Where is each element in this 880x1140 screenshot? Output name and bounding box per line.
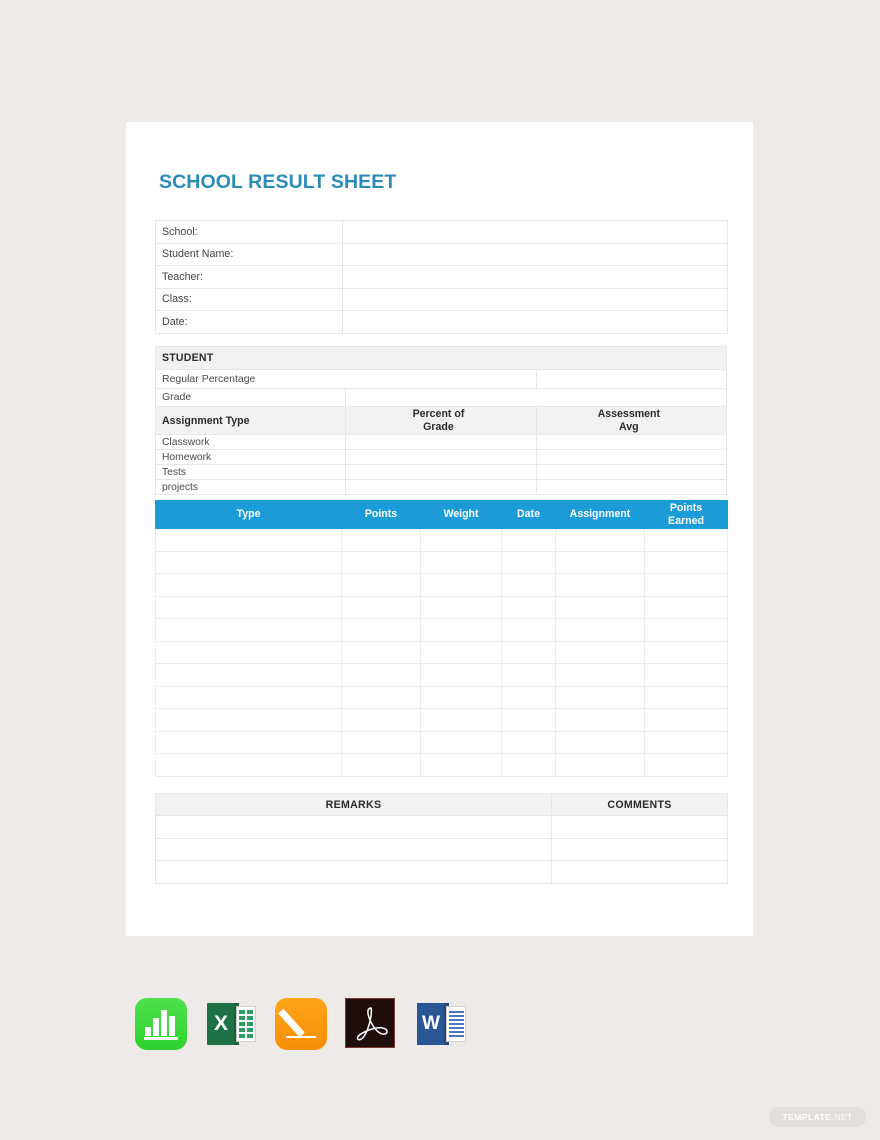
grid-cell-points-earned[interactable] <box>645 686 728 709</box>
grid-cell-weight[interactable] <box>421 754 502 777</box>
grid-cell-points-earned[interactable] <box>645 709 728 732</box>
table-row <box>156 221 728 244</box>
assignment-type-header-row <box>156 407 727 435</box>
grid-cell-type[interactable] <box>156 686 342 709</box>
student-info-table <box>155 220 728 334</box>
grid-cell-type[interactable] <box>156 664 342 687</box>
grid-cell-weight[interactable] <box>421 641 502 664</box>
table-row <box>156 596 728 619</box>
grid-cell-points[interactable] <box>342 596 421 619</box>
grid-cell-type[interactable] <box>156 574 342 597</box>
table-row <box>156 243 728 266</box>
page-title: SCHOOL RESULT SHEET <box>159 171 397 193</box>
column-header-percent-of-grade <box>346 407 536 435</box>
info-label-teacher: Teacher: <box>156 266 343 289</box>
grid-header-row <box>156 501 728 529</box>
column-header-type: Type <box>156 501 342 529</box>
adobe-pdf-icon[interactable] <box>345 998 400 1053</box>
remarks-cell-comments[interactable] <box>552 816 728 839</box>
grid-cell-weight[interactable] <box>421 551 502 574</box>
grid-cell-points-earned[interactable] <box>645 596 728 619</box>
grid-cell-date[interactable] <box>502 529 556 552</box>
column-header-points: Points <box>342 501 421 529</box>
grid-cell-assignment[interactable] <box>556 731 645 754</box>
table-row <box>156 450 727 465</box>
student-section-table <box>155 346 727 495</box>
table-row <box>156 465 727 480</box>
percent-of-grade-homework[interactable] <box>346 450 536 465</box>
table-row <box>156 288 728 311</box>
assessment-avg-projects[interactable] <box>536 480 726 495</box>
remarks-cell-remarks[interactable] <box>156 816 552 839</box>
watermark-secondary-text: .NET <box>831 1112 853 1122</box>
grid-cell-type[interactable] <box>156 596 342 619</box>
grid-cell-weight[interactable] <box>421 709 502 732</box>
column-header-remarks: REMARKS <box>156 794 552 816</box>
grid-cell-points[interactable] <box>342 754 421 777</box>
table-row <box>156 370 727 389</box>
assessment-avg-homework[interactable] <box>536 450 726 465</box>
info-value-teacher[interactable] <box>343 266 728 289</box>
assessment-avg-classwork[interactable] <box>536 435 726 450</box>
student-section-heading-row <box>156 347 727 370</box>
info-label-date: Date: <box>156 311 343 334</box>
grid-cell-assignment[interactable] <box>556 574 645 597</box>
table-row <box>156 838 728 861</box>
grid-cell-date[interactable] <box>502 664 556 687</box>
student-heading: STUDENT <box>156 347 727 370</box>
points-earned-line1: Points <box>669 502 703 515</box>
info-value-class[interactable] <box>343 288 728 311</box>
field-value-regular-percentage[interactable] <box>536 370 726 389</box>
column-header-comments: COMMENTS <box>552 794 728 816</box>
info-value-student-name[interactable] <box>343 243 728 266</box>
table-row <box>156 480 727 495</box>
column-header-weight: Weight <box>421 501 502 529</box>
table-row <box>156 574 728 597</box>
grid-cell-assignment[interactable] <box>556 619 645 642</box>
grid-cell-date[interactable] <box>502 596 556 619</box>
assignment-type-homework: Homework <box>156 450 346 465</box>
assessment-avg-line2: Avg <box>619 420 639 433</box>
info-label-class: Class: <box>156 288 343 311</box>
column-header-assignment: Assignment <box>556 501 645 529</box>
remarks-cell-comments[interactable] <box>552 861 728 884</box>
grid-cell-points-earned[interactable] <box>645 641 728 664</box>
info-value-school[interactable] <box>343 221 728 244</box>
percent-of-grade-line1: Percent of <box>412 408 465 421</box>
table-row <box>156 529 728 552</box>
table-row <box>156 266 728 289</box>
table-row <box>156 619 728 642</box>
grid-cell-points-earned[interactable] <box>645 619 728 642</box>
grid-cell-weight[interactable] <box>421 731 502 754</box>
grid-cell-type[interactable] <box>156 619 342 642</box>
info-value-date[interactable] <box>343 311 728 334</box>
grid-cell-date[interactable] <box>502 641 556 664</box>
grid-cell-type[interactable] <box>156 529 342 552</box>
remarks-cell-remarks[interactable] <box>156 838 552 861</box>
column-header-assessment-avg <box>536 407 726 435</box>
watermark-badge <box>769 1107 866 1127</box>
column-header-points-earned <box>645 501 728 529</box>
grid-cell-assignment[interactable] <box>556 686 645 709</box>
grid-cell-points[interactable] <box>342 686 421 709</box>
grid-cell-assignment[interactable] <box>556 641 645 664</box>
percent-of-grade-classwork[interactable] <box>346 435 536 450</box>
watermark-primary-text: TEMPLATE <box>782 1112 832 1122</box>
table-row <box>156 754 728 777</box>
grid-cell-type[interactable] <box>156 731 342 754</box>
grid-cell-weight[interactable] <box>421 664 502 687</box>
microsoft-excel-icon[interactable]: X <box>205 998 260 1053</box>
grid-cell-points[interactable] <box>342 551 421 574</box>
grid-cell-assignment[interactable] <box>556 709 645 732</box>
grid-cell-type[interactable] <box>156 709 342 732</box>
remarks-table <box>155 793 728 884</box>
field-label-grade: Grade <box>156 388 346 407</box>
grid-cell-points-earned[interactable] <box>645 574 728 597</box>
file-format-icons <box>135 998 470 1053</box>
info-label-student-name: Student Name: <box>156 243 343 266</box>
grid-cell-date[interactable] <box>502 574 556 597</box>
grid-cell-date[interactable] <box>502 619 556 642</box>
grid-cell-weight[interactable] <box>421 596 502 619</box>
microsoft-word-icon[interactable]: W <box>415 998 470 1053</box>
grid-cell-points-earned[interactable] <box>645 529 728 552</box>
grid-cell-type[interactable] <box>156 641 342 664</box>
grid-cell-points-earned[interactable] <box>645 551 728 574</box>
grid-cell-type[interactable] <box>156 551 342 574</box>
grid-cell-points[interactable] <box>342 529 421 552</box>
remarks-body <box>156 816 728 884</box>
field-label-regular-percentage: Regular Percentage <box>156 370 537 389</box>
grid-cell-assignment[interactable] <box>556 754 645 777</box>
grid-cell-date[interactable] <box>502 731 556 754</box>
grid-cell-points[interactable] <box>342 619 421 642</box>
assessment-avg-line1: Assessment <box>597 408 661 421</box>
grid-cell-points[interactable] <box>342 709 421 732</box>
table-row <box>156 664 728 687</box>
table-row <box>156 686 728 709</box>
apple-pages-icon[interactable] <box>275 998 330 1053</box>
assignment-type-tests: Tests <box>156 465 346 480</box>
grid-cell-assignment[interactable] <box>556 596 645 619</box>
grid-cell-assignment[interactable] <box>556 664 645 687</box>
table-row <box>156 388 727 407</box>
info-label-school: School: <box>156 221 343 244</box>
grid-cell-points[interactable] <box>342 574 421 597</box>
grid-cell-date[interactable] <box>502 754 556 777</box>
percent-of-grade-line2: Grade <box>423 420 454 433</box>
grid-cell-points-earned[interactable] <box>645 664 728 687</box>
table-row <box>156 816 728 839</box>
percent-of-grade-projects[interactable] <box>346 480 536 495</box>
grid-cell-weight[interactable] <box>421 574 502 597</box>
percent-of-grade-tests[interactable] <box>346 465 536 480</box>
grid-cell-weight[interactable] <box>421 619 502 642</box>
grid-cell-points-earned[interactable] <box>645 731 728 754</box>
assignments-grid-table <box>155 500 728 777</box>
points-earned-line2: Earned <box>668 514 704 527</box>
table-row <box>156 311 728 334</box>
table-row <box>156 731 728 754</box>
grid-cell-type[interactable] <box>156 754 342 777</box>
grid-cell-points[interactable] <box>342 731 421 754</box>
grid-cell-date[interactable] <box>502 709 556 732</box>
assignment-type-projects: projects <box>156 480 346 495</box>
grid-cell-weight[interactable] <box>421 529 502 552</box>
table-row <box>156 861 728 884</box>
table-row <box>156 709 728 732</box>
document-page <box>126 122 753 936</box>
grid-body <box>156 529 728 777</box>
apple-numbers-icon[interactable] <box>135 998 190 1053</box>
grid-cell-weight[interactable] <box>421 686 502 709</box>
grid-cell-assignment[interactable] <box>556 529 645 552</box>
grid-cell-assignment[interactable] <box>556 551 645 574</box>
grid-cell-points-earned[interactable] <box>645 754 728 777</box>
table-row <box>156 435 727 450</box>
assignment-type-classwork: Classwork <box>156 435 346 450</box>
field-value-grade[interactable] <box>346 388 727 407</box>
assessment-avg-tests[interactable] <box>536 465 726 480</box>
grid-cell-date[interactable] <box>502 551 556 574</box>
table-row <box>156 641 728 664</box>
acrobat-swirl-icon <box>346 999 396 1049</box>
column-header-date: Date <box>502 501 556 529</box>
grid-cell-date[interactable] <box>502 686 556 709</box>
table-row <box>156 551 728 574</box>
grid-cell-points[interactable] <box>342 664 421 687</box>
remarks-cell-comments[interactable] <box>552 838 728 861</box>
remarks-cell-remarks[interactable] <box>156 861 552 884</box>
remarks-header-row <box>156 794 728 816</box>
grid-cell-points[interactable] <box>342 641 421 664</box>
column-header-assignment-type: Assignment Type <box>156 407 346 435</box>
